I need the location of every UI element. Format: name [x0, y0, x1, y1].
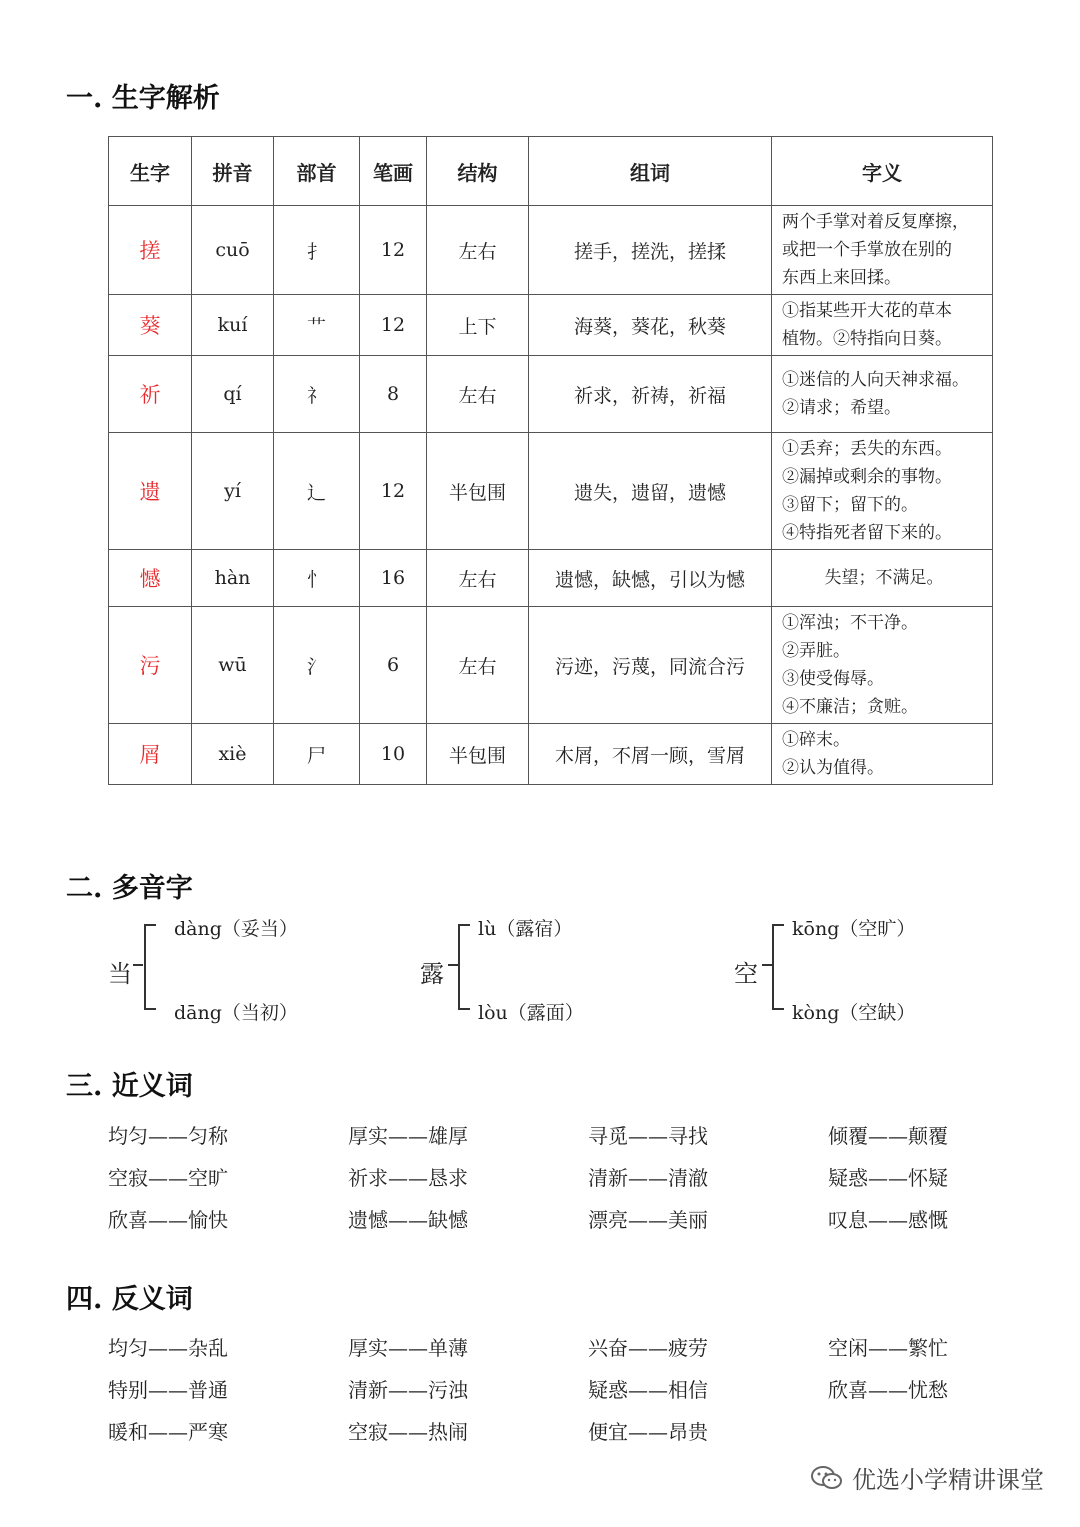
cell-char: 憾 — [109, 550, 192, 607]
polyphone-group — [420, 914, 720, 1024]
cell-radical: 艹 — [274, 295, 360, 356]
cell-char: 搓 — [109, 206, 192, 295]
word-pair: 叹息——感慨 — [828, 1208, 948, 1232]
cell-char: 遗 — [109, 433, 192, 550]
cell-words: 海葵，葵花，秋葵 — [529, 295, 772, 356]
word-pair: 清新——清澈 — [588, 1166, 708, 1190]
cell-strokes: 6 — [360, 607, 427, 724]
meaning-line: 或把一个手掌放在别的 — [782, 240, 952, 260]
cell-structure: 半包围 — [427, 724, 529, 785]
word-pair: 空寂——空旷 — [108, 1166, 228, 1190]
cell-pinyin: hàn — [192, 550, 274, 607]
word-pair: 空闲——繁忙 — [828, 1336, 948, 1360]
word-pair: 空寂——热闹 — [348, 1420, 468, 1444]
cell-meaning — [772, 356, 993, 433]
table-row — [109, 550, 993, 607]
word-pair: 特别——普通 — [108, 1378, 228, 1402]
cell-structure: 左右 — [427, 356, 529, 433]
bracket-stem — [762, 964, 772, 966]
word-pair: 欣喜——愉快 — [108, 1208, 228, 1232]
reading-2: kòng（空缺） — [792, 1002, 916, 1024]
cell-meaning — [772, 206, 993, 295]
meaning-line: ②弄脏。 — [782, 641, 850, 661]
cell-meaning — [772, 550, 993, 607]
cell-words: 祈求，祈祷，祈福 — [529, 356, 772, 433]
word-pair: 兴奋——疲劳 — [588, 1336, 708, 1360]
meaning-line: 东西上来回揉。 — [782, 268, 901, 288]
polyphone-char: 露 — [420, 960, 444, 988]
meaning-line: ①丢弃；丢失的东西。 — [782, 439, 952, 459]
meaning-line: ①浑浊；不干净。 — [782, 613, 918, 633]
word-pair: 均匀——杂乱 — [108, 1336, 228, 1360]
meaning-line: ②认为值得。 — [782, 758, 884, 778]
word-pair: 漂亮——美丽 — [588, 1208, 708, 1232]
word-pair: 遗憾——缺憾 — [348, 1208, 468, 1232]
table-row — [109, 724, 993, 785]
cell-radical: 礻 — [274, 356, 360, 433]
cell-pinyin: qí — [192, 356, 274, 433]
cell-char: 污 — [109, 607, 192, 724]
column-header: 部首 — [274, 137, 360, 206]
bracket-stem — [133, 964, 143, 966]
column-header: 拼音 — [192, 137, 274, 206]
cell-structure: 左右 — [427, 206, 529, 295]
bracket — [144, 924, 156, 1010]
cell-strokes: 12 — [360, 295, 427, 356]
reading-2: lòu（露面） — [478, 1002, 584, 1024]
polyphone-group — [734, 914, 1034, 1024]
meaning-line: ②请求；希望。 — [782, 398, 901, 418]
table-row — [109, 206, 993, 295]
column-header: 笔画 — [360, 137, 427, 206]
reading-2: dāng（当初） — [174, 1002, 298, 1024]
cell-structure: 左右 — [427, 607, 529, 724]
word-pair: 疑惑——怀疑 — [828, 1166, 948, 1190]
meaning-line: ④特指死者留下来的。 — [782, 523, 952, 543]
reading-1: kōng（空旷） — [792, 918, 916, 940]
word-pair: 厚实——雄厚 — [348, 1124, 468, 1148]
word-pair: 厚实——单薄 — [348, 1336, 468, 1360]
meaning-line: ①碎末。 — [782, 730, 850, 750]
character-table — [108, 136, 993, 785]
polyphone-char: 当 — [108, 960, 132, 988]
meaning-line: ①指某些开大花的草本 — [782, 301, 952, 321]
cell-strokes: 8 — [360, 356, 427, 433]
column-header: 字义 — [772, 137, 993, 206]
word-pair: 疑惑——相信 — [588, 1378, 708, 1402]
cell-radical: 尸 — [274, 724, 360, 785]
cell-structure: 上下 — [427, 295, 529, 356]
cell-char: 祈 — [109, 356, 192, 433]
cell-pinyin: kuí — [192, 295, 274, 356]
table-row — [109, 433, 993, 550]
cell-strokes: 10 — [360, 724, 427, 785]
cell-words: 污迹，污蔑，同流合污 — [529, 607, 772, 724]
word-pair: 倾覆——颠覆 — [828, 1124, 948, 1148]
bracket — [772, 924, 784, 1010]
cell-structure: 左右 — [427, 550, 529, 607]
cell-strokes: 16 — [360, 550, 427, 607]
table-header-row — [109, 137, 993, 206]
word-pair: 暖和——严寒 — [108, 1420, 228, 1444]
word-pair: 祈求——恳求 — [348, 1166, 468, 1190]
word-pair: 清新——污浊 — [348, 1378, 468, 1402]
cell-structure: 半包围 — [427, 433, 529, 550]
cell-radical: 氵 — [274, 607, 360, 724]
polyphone-char: 空 — [734, 960, 758, 988]
section-title-antonyms: 四. 反义词 — [66, 1284, 193, 1315]
watermark — [810, 1460, 1044, 1495]
reading-1: dàng（妥当） — [174, 918, 298, 940]
word-pair: 欣喜——忧愁 — [828, 1378, 948, 1402]
table-row — [109, 607, 993, 724]
cell-radical: 辶 — [274, 433, 360, 550]
cell-meaning — [772, 433, 993, 550]
cell-meaning — [772, 724, 993, 785]
column-header: 结构 — [427, 137, 529, 206]
cell-pinyin: xiè — [192, 724, 274, 785]
meaning-line: ①迷信的人向天神求福。 — [782, 370, 969, 390]
wechat-icon — [810, 1465, 844, 1491]
meaning-line: ③使受侮辱。 — [782, 669, 884, 689]
reading-1: lù（露宿） — [478, 918, 573, 940]
section-title-synonyms: 三. 近义词 — [66, 1071, 193, 1102]
cell-pinyin: wū — [192, 607, 274, 724]
cell-radical: 忄 — [274, 550, 360, 607]
watermark-text: 优选小学精讲课堂 — [852, 1466, 1044, 1494]
meaning-line: 失望；不满足。 — [824, 568, 944, 588]
cell-words: 遗憾，缺憾，引以为憾 — [529, 550, 772, 607]
cell-radical: 扌 — [274, 206, 360, 295]
cell-strokes: 12 — [360, 206, 427, 295]
section-title-polyphones: 二. 多音字 — [66, 873, 193, 904]
word-pair: 便宜——昂贵 — [588, 1420, 708, 1444]
table-row — [109, 295, 993, 356]
meaning-line: ②漏掉或剩余的事物。 — [782, 467, 952, 487]
cell-meaning — [772, 295, 993, 356]
column-header: 生字 — [109, 137, 192, 206]
cell-meaning — [772, 607, 993, 724]
cell-pinyin: cuō — [192, 206, 274, 295]
cell-words: 木屑，不屑一顾，雪屑 — [529, 724, 772, 785]
word-pair: 寻觅——寻找 — [588, 1124, 708, 1148]
table-row — [109, 356, 993, 433]
meaning-line: 植物。②特指向日葵。 — [782, 329, 952, 349]
cell-pinyin: yí — [192, 433, 274, 550]
column-header: 组词 — [529, 137, 772, 206]
bracket-stem — [448, 964, 458, 966]
polyphone-group — [108, 914, 408, 1024]
word-pair: 均匀——匀称 — [108, 1124, 228, 1148]
bracket — [458, 924, 470, 1010]
cell-words: 搓手，搓洗，搓揉 — [529, 206, 772, 295]
meaning-line: ③留下；留下的。 — [782, 495, 918, 515]
meaning-line: 两个手掌对着反复摩擦， — [782, 212, 969, 232]
cell-char: 屑 — [109, 724, 192, 785]
cell-strokes: 12 — [360, 433, 427, 550]
section-title-characters: 一. 生字解析 — [66, 83, 220, 114]
cell-char: 葵 — [109, 295, 192, 356]
cell-words: 遗失，遗留，遗憾 — [529, 433, 772, 550]
meaning-line: ④不廉洁；贪赃。 — [782, 697, 918, 717]
